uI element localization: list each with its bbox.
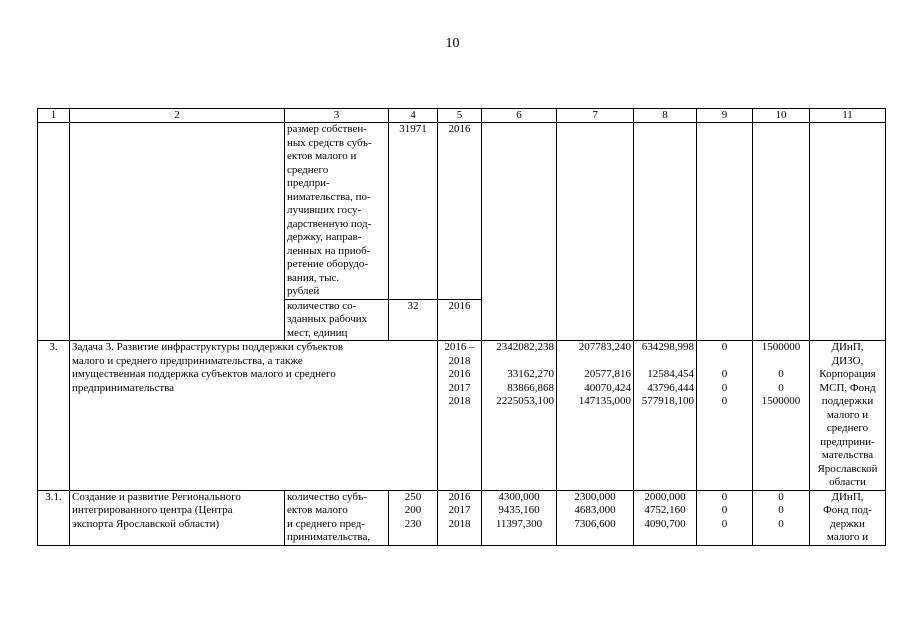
- cell-name-blank: [70, 123, 285, 341]
- indicator-jobs: [285, 299, 389, 341]
- header-cell: 9: [697, 109, 753, 123]
- years-cell: [438, 341, 482, 491]
- item-indicator: [285, 490, 389, 545]
- text-line: лучивших госу-: [287, 204, 362, 216]
- amount: 7306,600: [574, 517, 616, 530]
- header-row: [38, 109, 886, 123]
- executor-line: Ярославской: [817, 462, 878, 475]
- executor-line: ДИЗО,: [831, 354, 864, 367]
- text-line: среднего: [287, 163, 329, 176]
- amount: 147135,000: [578, 395, 631, 407]
- amount: 83866,868: [507, 381, 554, 394]
- amount: 2225053,100: [496, 395, 554, 407]
- funding-cell-7: [557, 490, 634, 545]
- amount: [636, 355, 694, 369]
- header-cell: 6: [482, 109, 557, 123]
- table-row-task3: [38, 341, 886, 491]
- amount: 4683,000: [574, 504, 616, 516]
- year-value: 2017: [448, 504, 471, 516]
- text-line: ных средств субъ-: [287, 136, 372, 149]
- item-description: [70, 490, 285, 545]
- amount: 207783,240: [578, 341, 631, 353]
- text-line: дарственную под-: [287, 217, 372, 230]
- text-line: малого и среднего предпринимательства, а также: [72, 354, 303, 367]
- amount: 0: [721, 368, 728, 380]
- funding-cell-7: [557, 341, 634, 491]
- funding-cell-9: [697, 341, 753, 491]
- year-value: 2016 –: [444, 341, 475, 353]
- amount: 0: [721, 504, 728, 516]
- amount: 0: [721, 490, 728, 503]
- cell-blank: [697, 123, 753, 341]
- executor-line: области: [829, 476, 866, 488]
- amount: 0: [778, 517, 784, 530]
- amount: 33162,270: [507, 368, 554, 380]
- header-cell: 7: [557, 109, 634, 123]
- executor-line: малого и: [826, 531, 869, 543]
- text-line: Создание и развитие Регионального: [72, 490, 241, 503]
- text-line: ектов малого и: [287, 150, 357, 162]
- amount: 1500000: [761, 341, 801, 353]
- text-line: размер собствен-: [287, 123, 367, 135]
- executor-line: Фонд под-: [823, 504, 872, 516]
- executor-line: среднего: [826, 422, 869, 434]
- executor-line: мательства: [821, 449, 874, 461]
- executor-line: малого и: [826, 408, 869, 421]
- cell-blank: [810, 123, 886, 341]
- text-line: ектов малого: [287, 504, 348, 516]
- total-funding-cell: [482, 341, 557, 491]
- text-line: имущественная поддержка субъектов малого и среднего: [72, 368, 336, 380]
- header-cell: 2: [70, 109, 285, 123]
- header-cell: 4: [389, 109, 438, 123]
- executor-line: держки: [830, 517, 865, 530]
- table-row-own-funds: [38, 123, 886, 300]
- amount: 577918,100: [641, 395, 694, 407]
- year-value: 2016: [448, 368, 471, 380]
- amount: 4752,160: [644, 504, 686, 516]
- indicator-values-cell: [389, 490, 438, 545]
- text-line: количество со-: [287, 299, 357, 312]
- header-cell: 1: [38, 109, 70, 123]
- text-line: ретение оборудо-: [287, 258, 368, 270]
- year-value: 2018: [448, 517, 471, 530]
- page-number: 10: [445, 36, 460, 51]
- amount: 0: [721, 517, 728, 530]
- amount: 12584,454: [647, 368, 694, 380]
- program-table: [37, 108, 886, 546]
- indicator-year: 2016: [438, 299, 482, 341]
- funding-cell-10: [753, 341, 810, 491]
- amount: 9435,160: [498, 504, 540, 516]
- header-cell: 11: [810, 109, 886, 123]
- indicator-value: 250: [404, 490, 422, 503]
- header-cell: 10: [753, 109, 810, 123]
- amount: 1500000: [761, 395, 801, 407]
- funding-cell-8: [634, 341, 697, 491]
- amount: [699, 355, 750, 369]
- header-cell: 8: [634, 109, 697, 123]
- amount: 4090,700: [644, 517, 686, 530]
- text-line: вания, тыс.: [287, 271, 340, 284]
- text-line: экспорта Ярославской области): [72, 517, 220, 530]
- year-value: 2018: [448, 395, 471, 407]
- indicator-year: 2016: [438, 123, 482, 300]
- amount: [755, 355, 807, 369]
- amount: [559, 355, 631, 369]
- amount: 0: [721, 341, 728, 353]
- task-description: [70, 341, 438, 491]
- funding-cell-8: [634, 490, 697, 545]
- amount: 0: [778, 504, 784, 516]
- funding-cell-9: [697, 490, 753, 545]
- executor-line: поддержки: [821, 395, 874, 407]
- cell-blank: [753, 123, 810, 341]
- amount: 2300,000: [574, 490, 616, 503]
- year-value: 2016: [448, 490, 471, 503]
- funding-cell-10: [753, 490, 810, 545]
- text-line: принимательства,: [287, 531, 371, 543]
- amount: 40070,424: [584, 381, 631, 394]
- text-line: Задача 3. Развитие инфраструктуры поддержки субъектов: [72, 341, 344, 353]
- total-funding-cell: [482, 490, 557, 545]
- executor-line: ДИнП,: [831, 490, 864, 503]
- executors-cell: [810, 341, 886, 491]
- amount: 11397,300: [495, 517, 543, 530]
- text-line: предпри-: [287, 177, 330, 189]
- text-line: интегрированного центра (Центра: [72, 504, 233, 516]
- amount: 0: [721, 381, 728, 394]
- executor-line: Корпорация: [819, 368, 876, 380]
- indicator-value: 31971: [389, 123, 438, 300]
- amount: 0: [778, 381, 784, 394]
- executor-line: предприни-: [820, 435, 875, 448]
- cell-num-blank: [38, 123, 70, 341]
- years-cell: [438, 490, 482, 545]
- cell-blank: [482, 123, 557, 341]
- amount: 20577,816: [584, 368, 631, 380]
- amount: 43796,444: [647, 381, 694, 394]
- row-number: 3.: [38, 341, 70, 491]
- amount: [484, 355, 554, 369]
- amount: 0: [778, 490, 784, 503]
- amount: 0: [778, 368, 784, 380]
- executor-line: ДИнП,: [831, 341, 864, 353]
- amount: 634298,998: [641, 341, 694, 353]
- text-line: ленных на приоб-: [287, 244, 371, 257]
- text-line: нимательства, по-: [287, 190, 371, 203]
- text-line: держку, направ-: [287, 231, 362, 243]
- amount: 2000,000: [644, 490, 686, 503]
- executors-cell: [810, 490, 886, 545]
- cell-blank: [634, 123, 697, 341]
- text-line: зданных рабочих: [287, 313, 368, 325]
- row-number: 3.1.: [38, 490, 70, 545]
- text-line: предпринимательства: [72, 381, 175, 394]
- indicator-own-funds: [285, 123, 389, 300]
- cell-blank: [557, 123, 634, 341]
- indicator-value: 200: [404, 504, 422, 516]
- indicator-value: 230: [404, 517, 422, 530]
- year-value: 2017: [448, 381, 471, 394]
- text-line: и среднего пред-: [287, 517, 365, 530]
- text-line: количество субъ-: [287, 490, 368, 503]
- year-value: 2018: [448, 354, 471, 367]
- header-cell: 3: [285, 109, 389, 123]
- table-row-item-3-1: [38, 490, 886, 545]
- executor-line: МСП, Фонд: [819, 381, 876, 394]
- text-line: рублей: [287, 285, 320, 297]
- amount: 0: [721, 395, 728, 407]
- header-cell: 5: [438, 109, 482, 123]
- indicator-value: 32: [389, 299, 438, 341]
- text-line: мест, единиц: [287, 326, 348, 339]
- amount: 2342082,238: [496, 341, 554, 353]
- amount: 4300,000: [498, 490, 540, 503]
